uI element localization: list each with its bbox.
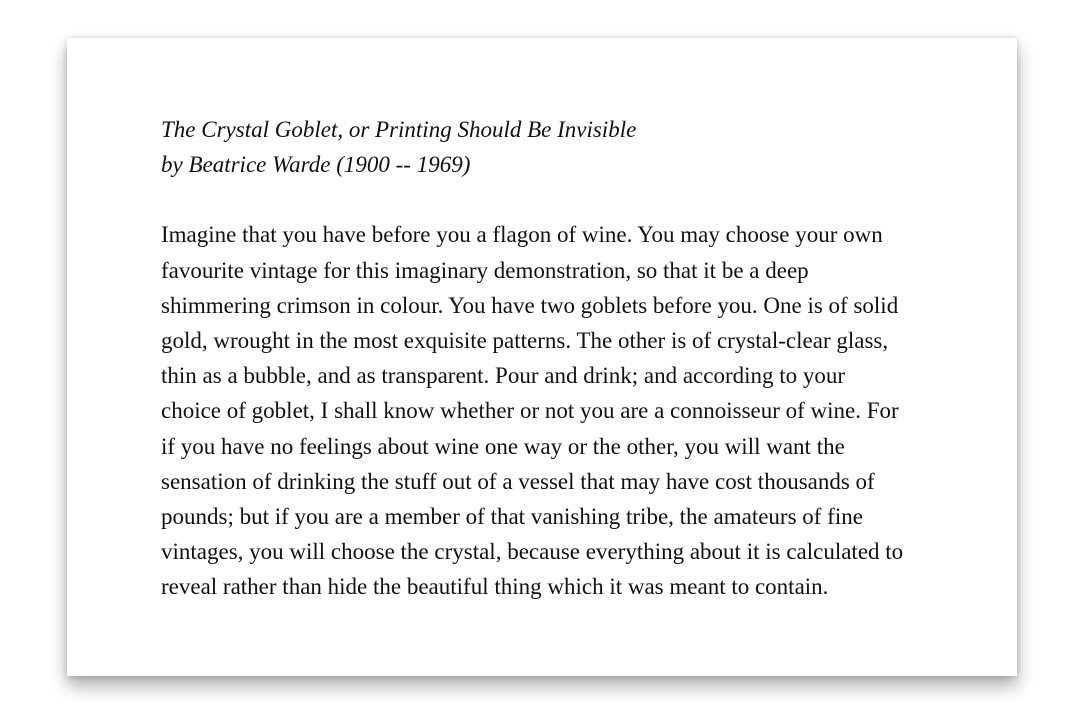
document-content <box>161 112 961 605</box>
document-paragraph <box>161 217 961 604</box>
paragraph-line: gold, wrought in the most exquisite patterns. The other is of crystal-clear glass, <box>161 328 889 354</box>
paragraph-line: shimmering crimson in colour. You have two goblets before you. One is of solid <box>161 292 899 318</box>
paragraph-line: choice of goblet, I shall know whether or not you are a connoisseur of wine. For <box>161 398 899 424</box>
paragraph-line: favourite vintage for this imaginary demonstration, so that it be a deep <box>161 257 809 283</box>
paragraph-line: Imagine that you have before you a flagon of wine. You may choose your own <box>161 222 883 248</box>
paragraph-line: reveal rather than hide the beautiful thing which it was meant to contain. <box>161 574 829 600</box>
paragraph-line: thin as a bubble, and as transparent. Pour and drink; and according to your <box>161 363 846 389</box>
document-page <box>67 38 1017 676</box>
document-title: The Crystal Goblet, or Printing Should Be Invisible <box>161 117 637 142</box>
document-heading <box>161 112 961 182</box>
paragraph-line: vintages, you will choose the crystal, because everything about it is calculated to <box>161 539 904 565</box>
paragraph-line: pounds; but if you are a member of that vanishing tribe, the amateurs of fine <box>161 504 863 530</box>
paragraph-line: if you have no feelings about wine one way or the other, you will want the <box>161 433 845 459</box>
paragraph-line: sensation of drinking the stuff out of a vessel that may have cost thousands of <box>161 468 875 494</box>
document-byline: by Beatrice Warde (1900 -- 1969) <box>161 152 471 178</box>
